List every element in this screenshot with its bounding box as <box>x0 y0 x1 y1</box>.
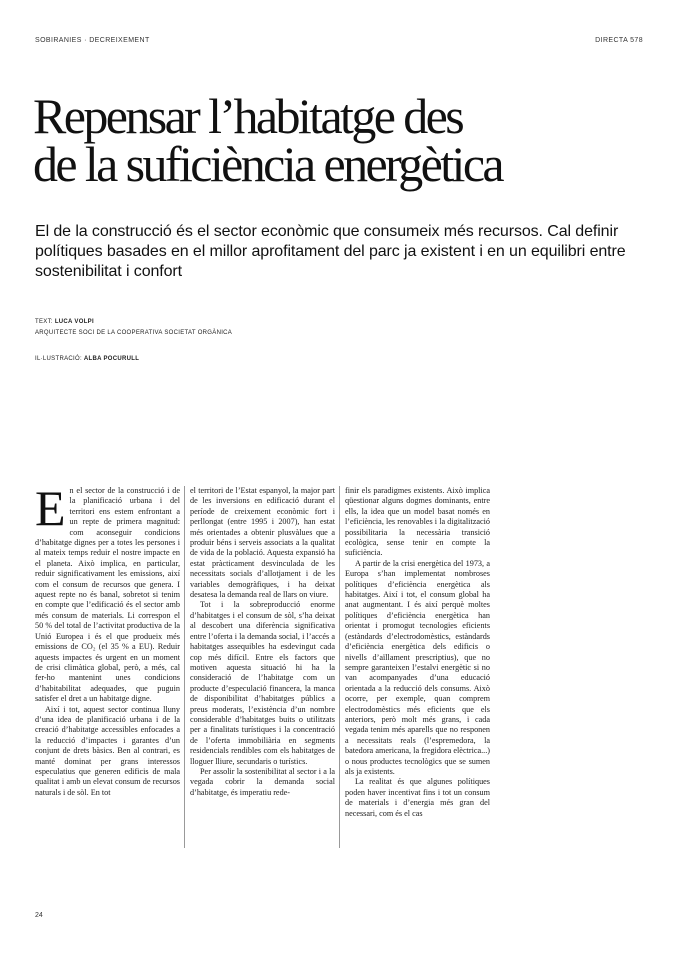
body-column-1 <box>35 486 180 848</box>
illustrator-credit <box>35 356 232 367</box>
illustration-prefix: IL·LUSTRACIÓ: <box>35 356 84 362</box>
author-role: ARQUITECTE SOCI DE LA COOPERATIVA SOCIETAT ORGÀNICA <box>35 330 233 336</box>
standfirst: El de la construcció és el sector econòmic que consumeix més recursos. Cal definir polítiques basades en el millor aprofitament del parc ja existent i en un equilibri entre sostenibilitat i confort <box>35 223 626 280</box>
paragraph: Així i tot, aquest sector continua lluny d’una idea de planificació urbana i de la creació d’habitatge accessibles enfocades a la reducció d’impactes i garantes d’un conjunt de drets bàsics. Ben al contrari, es manté dominat per grans interessos especulatius que generen edificis de mala qualitat i amb un elevat consum de recursos naturals i de sòl. En tot <box>35 704 180 797</box>
article-title <box>33 88 653 192</box>
body-column-2 <box>190 486 335 848</box>
author-credit <box>35 319 232 330</box>
page-number: 24 <box>35 912 43 919</box>
paragraph <box>35 486 180 705</box>
paragraph: La realitat és que algunes polítiques poden haver incentivat fins i tot un consum de materials i d’energia més gran del necessari, com és el cas <box>345 777 490 818</box>
title-line-2: de la suficiència energètica <box>33 136 503 192</box>
issue-number: DIRECTA 578 <box>595 37 643 44</box>
section-header: SOBIRANIES · DECREIXEMENT <box>35 37 150 44</box>
paragraph: Per assolir la sostenibilitat al sector i a la vegada cobrir la demanda social d’habitatge, és imperatiu rede- <box>190 766 335 797</box>
body-column-3 <box>345 486 490 848</box>
credits <box>35 319 232 367</box>
illustrator-name: ALBA POCURULL <box>83 356 140 362</box>
paragraph: finir els paradigmes existents. Això implica qüestionar alguns dogmes dominants, entre ells, la idea que un model basat només en l’eficiència, les renovables i la digitalització possibilitaria la necessària transició ecològica, sense tenir en compte la suficiència. <box>345 486 490 558</box>
paragraph: A partir de la crisi energètica del 1973, a Europa s’han implementat nombroses polítiques d’eficiència energètica als habitatges. Així i tot, el consum global ha anat augmentant. I és així perquè moltes polítiques d’eficiència energètica han orientat i promogut tecnologies eficients (estàndards d’electrodomèstics, estàndards d’eficiència energètica dels edificis o nivells d’aïllament prescriptius), que no sempre garanteixen l’estalvi energètic si no van acompanyades d’una educació orientada a la reducció dels consums. Això ocorre, per exemple, quan comprem electrodomèstics més eficients que els anteriors, però molt més grans, i cada vegada tenim més aparells que no responen a necessitats reals (l’espremedora, la batedora americana, la fregidora elèctrica...) o nous productes tecnològics que se sumen als ja existents. <box>345 558 490 776</box>
column-rule <box>184 486 185 848</box>
drop-cap: E <box>35 486 66 536</box>
paragraph-text: n el sector de la construcció i de la planificació urbana i del territori ens estem enfrontant a un repte de primera magnitud: com aconseguir condicions d’habitatge dignes per a totes les persones i al mateix temps reduir el nostre impacte en el planeta. Això implica, en particular, reduir significativament les emissions, així com el consum de recursos que genera. I aquest repte no és banal, sobretot si tenim en compte que l’edificació és el sector amb més consum de materials. Li correspon el 50 % del total de l’activitat productiva de la Unió Europea i és el que produeix més emissions de CO₂ (el 35 % a EU). Reduir aquests impactes és urgent en un moment de crisi climàtica global, però, a més, cal fer-ho mantenint unes condicions d’habitabilitat adequades, que puguin satisfer el dret a un habitatge digne. <box>35 486 180 704</box>
title-line-1: Repensar l’habitatge des <box>33 88 463 144</box>
text-prefix: TEXT: <box>35 319 55 325</box>
paragraph: Tot i la sobreproducció enorme d’habitatges i el consum de sòl, s’ha deixat al descobert una diferència significativa entre l’oferta i la demanda social, i l’accés a habitatges assequibles ha esdevingut cada cop més difícil. Entre els factors que motiven aquesta situació hi ha la consideració de l’habitatge com un producte d’especulació financera, la manca de disponibilitat d’habitatges públics a preus moderats, l’existència d’un nombre considerable d’habitatges buits o utilitzats per a finalitats turístiques i la concentració de l’oferta immobiliària en segments residencials rendibles com els habitatges de lloguer lliure, secundaris o turístics. <box>190 600 335 766</box>
paragraph: el territori de l’Estat espanyol, la major part de les inversions en edificació durant el període de creixement econòmic fort i perllongat (entre 1995 i 2007), han estat més orientades a obtenir plusvàlues que a produir béns i serveis associats a la qualitat de vida de la població. Aquesta expansió ha estat pràcticament desvinculada de les necessitats socials d’allotjament i de les variables demogràfiques, i ha deixat desatesa la demanda real de llars on viure. <box>190 486 335 600</box>
author-name: LUCA VOLPI <box>54 319 94 325</box>
column-rule <box>339 486 340 848</box>
